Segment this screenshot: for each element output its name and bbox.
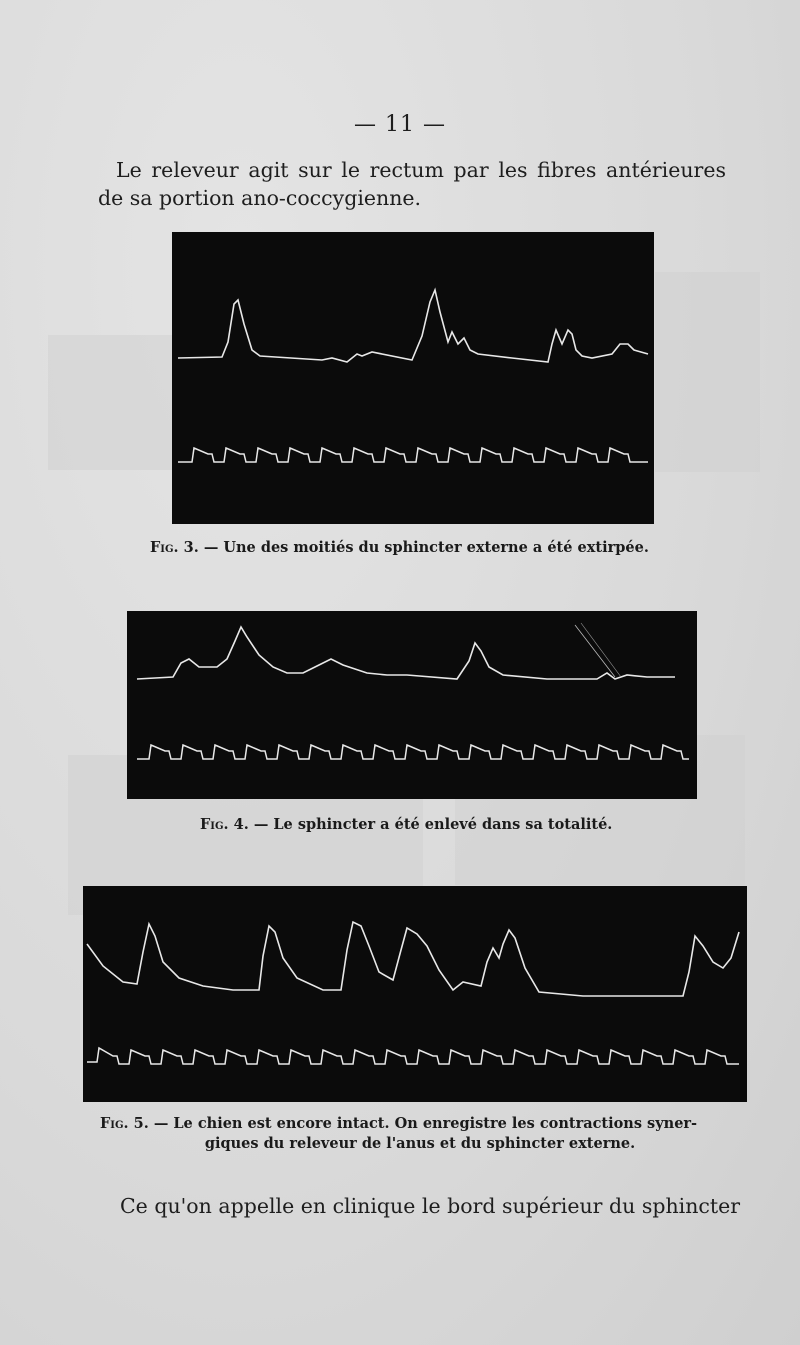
- figure-5-upper-trace: [87, 922, 739, 996]
- figure-4-scratch-mark: [581, 623, 621, 677]
- show-through-shade: [48, 335, 178, 470]
- figure-5-caption: [100, 1114, 740, 1154]
- page-number: — 11 —: [354, 112, 446, 137]
- figure-4-caption: [200, 815, 660, 835]
- figure-5-timer-trace: [87, 1048, 739, 1064]
- figure-3-traces: [172, 232, 654, 524]
- figure-5-caption-line1: — Le chien est encore intact. On enregistre les contractions syner-: [153, 1115, 698, 1132]
- figure-3-timer-trace: [178, 448, 648, 462]
- intro-paragraph: Le releveur agit sur le rectum par les fibres antérieures de sa portion ano-coccygienne.: [98, 158, 726, 210]
- figure-3-upper-trace: [178, 290, 648, 362]
- figure-4-plate: [127, 611, 697, 799]
- figure-4-timer-trace: [137, 745, 689, 759]
- figure-5-plate: [83, 886, 747, 1102]
- figure-3-caption-text: — Une des moitiés du sphincter externe a été extirpée.: [203, 539, 649, 556]
- figure-4-upper-trace: [137, 627, 675, 679]
- figure-4-traces: [127, 611, 697, 799]
- figure-5-label: Fig. 5.: [100, 1115, 149, 1132]
- closing-paragraph: Ce qu'on appelle en clinique le bord supérieur du sphincter: [120, 1194, 741, 1218]
- figure-4-label: Fig. 4.: [200, 816, 249, 833]
- show-through-shade: [655, 272, 760, 472]
- figure-5-caption-line2: giques du releveur de l'anus et du sphincter externe.: [204, 1135, 636, 1152]
- figure-4-scratch-mark: [575, 625, 615, 677]
- figure-4-caption-text: — Le sphincter a été enlevé dans sa totalité.: [253, 816, 613, 833]
- figure-3-label: Fig. 3.: [150, 539, 199, 556]
- figure-3-caption: [150, 538, 690, 558]
- figure-3-plate: [172, 232, 654, 524]
- figure-5-traces: [83, 886, 747, 1102]
